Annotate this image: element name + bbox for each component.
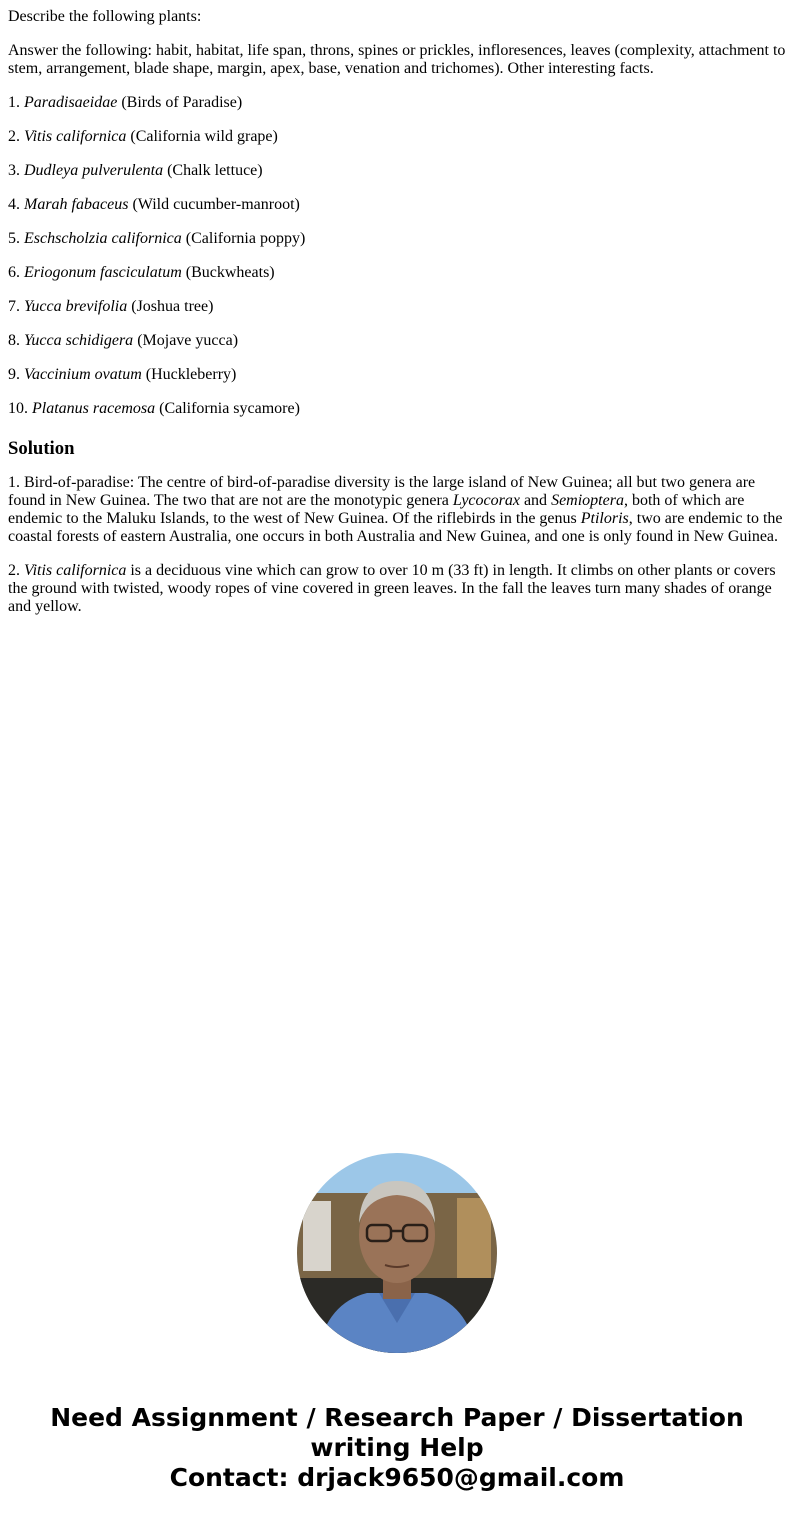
solution-text: 1. Bird-of-paradise: The centre of bird-of-paradise diversity is the large island of New Guinea; all but two genera are found in New Guinea. The two that are not are the monotypic genera xyxy=(8,474,756,509)
plant-scientific-name: Yucca brevifolia xyxy=(24,298,128,315)
solution-text: is a deciduous vine which can grow to over 10 m (33 ft) in length. It climbs on other plants or covers the ground with twisted, woody ropes of vine covered in green leaves. In the fall the leaves turn many shades of orange and yellow. xyxy=(8,562,776,615)
plant-item xyxy=(8,298,788,316)
plant-scientific-name: Eriogonum fasciculatum xyxy=(24,264,182,281)
plant-scientific-name: Marah fabaceus xyxy=(24,196,129,213)
solution-paragraph-2 xyxy=(8,562,788,616)
plant-number: 7. xyxy=(8,298,20,315)
plant-scientific-name: Vitis californica xyxy=(24,128,127,145)
solution-text: 2. xyxy=(8,562,24,579)
plant-item xyxy=(8,128,788,146)
plant-scientific-name: Paradisaeidae xyxy=(24,94,118,111)
plant-common-name: (Mojave yucca) xyxy=(137,332,239,349)
plant-item xyxy=(8,366,788,384)
plant-common-name: (California sycamore) xyxy=(159,400,300,417)
plant-item xyxy=(8,196,788,214)
plant-number: 10. xyxy=(8,400,28,417)
solution-text: , two are endemic to the coastal forests of eastern Australia, one occurs in both Australia and New Guinea, and one is only found in New Guinea. xyxy=(8,510,783,545)
plant-item xyxy=(8,162,788,180)
solution-paragraph-1 xyxy=(8,474,788,546)
contact-footer xyxy=(0,1403,794,1493)
plant-scientific-name: Vaccinium ovatum xyxy=(24,366,142,383)
plant-item xyxy=(8,400,788,418)
plant-common-name: (California poppy) xyxy=(185,230,306,247)
plant-scientific-name: Platanus racemosa xyxy=(32,400,156,417)
plant-scientific-name: Dudleya pulverulenta xyxy=(24,162,164,179)
solution-text: , both of which are endemic to the Maluku Islands, to the west of New Guinea. Of the riflebirds in the genus xyxy=(8,492,745,527)
plant-common-name: (Chalk lettuce) xyxy=(167,162,263,179)
plant-common-name: (Birds of Paradise) xyxy=(121,94,243,111)
plant-number: 1. xyxy=(8,94,20,111)
tutor-portrait-image xyxy=(297,1153,497,1353)
plant-item xyxy=(8,230,788,248)
footer-line-1: Need Assignment / Research Paper / Dissertation xyxy=(50,1403,744,1432)
genus-name: Lycocorax xyxy=(452,492,520,509)
genus-name: Semioptera xyxy=(551,492,624,509)
plant-number: 2. xyxy=(8,128,20,145)
footer-line-2: writing Help xyxy=(310,1433,484,1462)
tutor-avatar xyxy=(297,1153,497,1353)
question-content xyxy=(8,8,788,632)
plant-number: 5. xyxy=(8,230,20,247)
avatar-background-panel xyxy=(303,1201,331,1271)
avatar-background-carving xyxy=(457,1198,491,1288)
plant-number: 6. xyxy=(8,264,20,281)
solution-text: and xyxy=(519,492,552,509)
plant-item xyxy=(8,332,788,350)
footer-contact-line: Contact: drjack9650@gmail.com xyxy=(169,1463,625,1492)
solution-heading: Solution xyxy=(8,438,75,459)
plant-common-name: (California wild grape) xyxy=(130,128,278,145)
plant-number: 8. xyxy=(8,332,20,349)
species-name: Vitis californica xyxy=(24,562,127,579)
plant-number: 4. xyxy=(8,196,20,213)
plant-scientific-name: Eschscholzia californica xyxy=(24,230,182,247)
plant-common-name: (Huckleberry) xyxy=(145,366,237,383)
question-instructions: Answer the following: habit, habitat, life span, throns, spines or prickles, infloresences, leaves (complexity, attachment to stem, arrangement, blade shape, margin, apex, base, venation and trichomes). Other interesting facts. xyxy=(8,42,786,77)
plant-common-name: (Wild cucumber-manroot) xyxy=(132,196,300,213)
plant-number: 9. xyxy=(8,366,20,383)
plant-number: 3. xyxy=(8,162,20,179)
question-intro: Describe the following plants: xyxy=(8,8,202,25)
plant-scientific-name: Yucca schidigera xyxy=(24,332,134,349)
genus-name: Ptiloris xyxy=(580,510,629,527)
plant-item xyxy=(8,264,788,282)
plant-common-name: (Joshua tree) xyxy=(131,298,214,315)
plant-item xyxy=(8,94,788,112)
plant-common-name: (Buckwheats) xyxy=(185,264,275,281)
